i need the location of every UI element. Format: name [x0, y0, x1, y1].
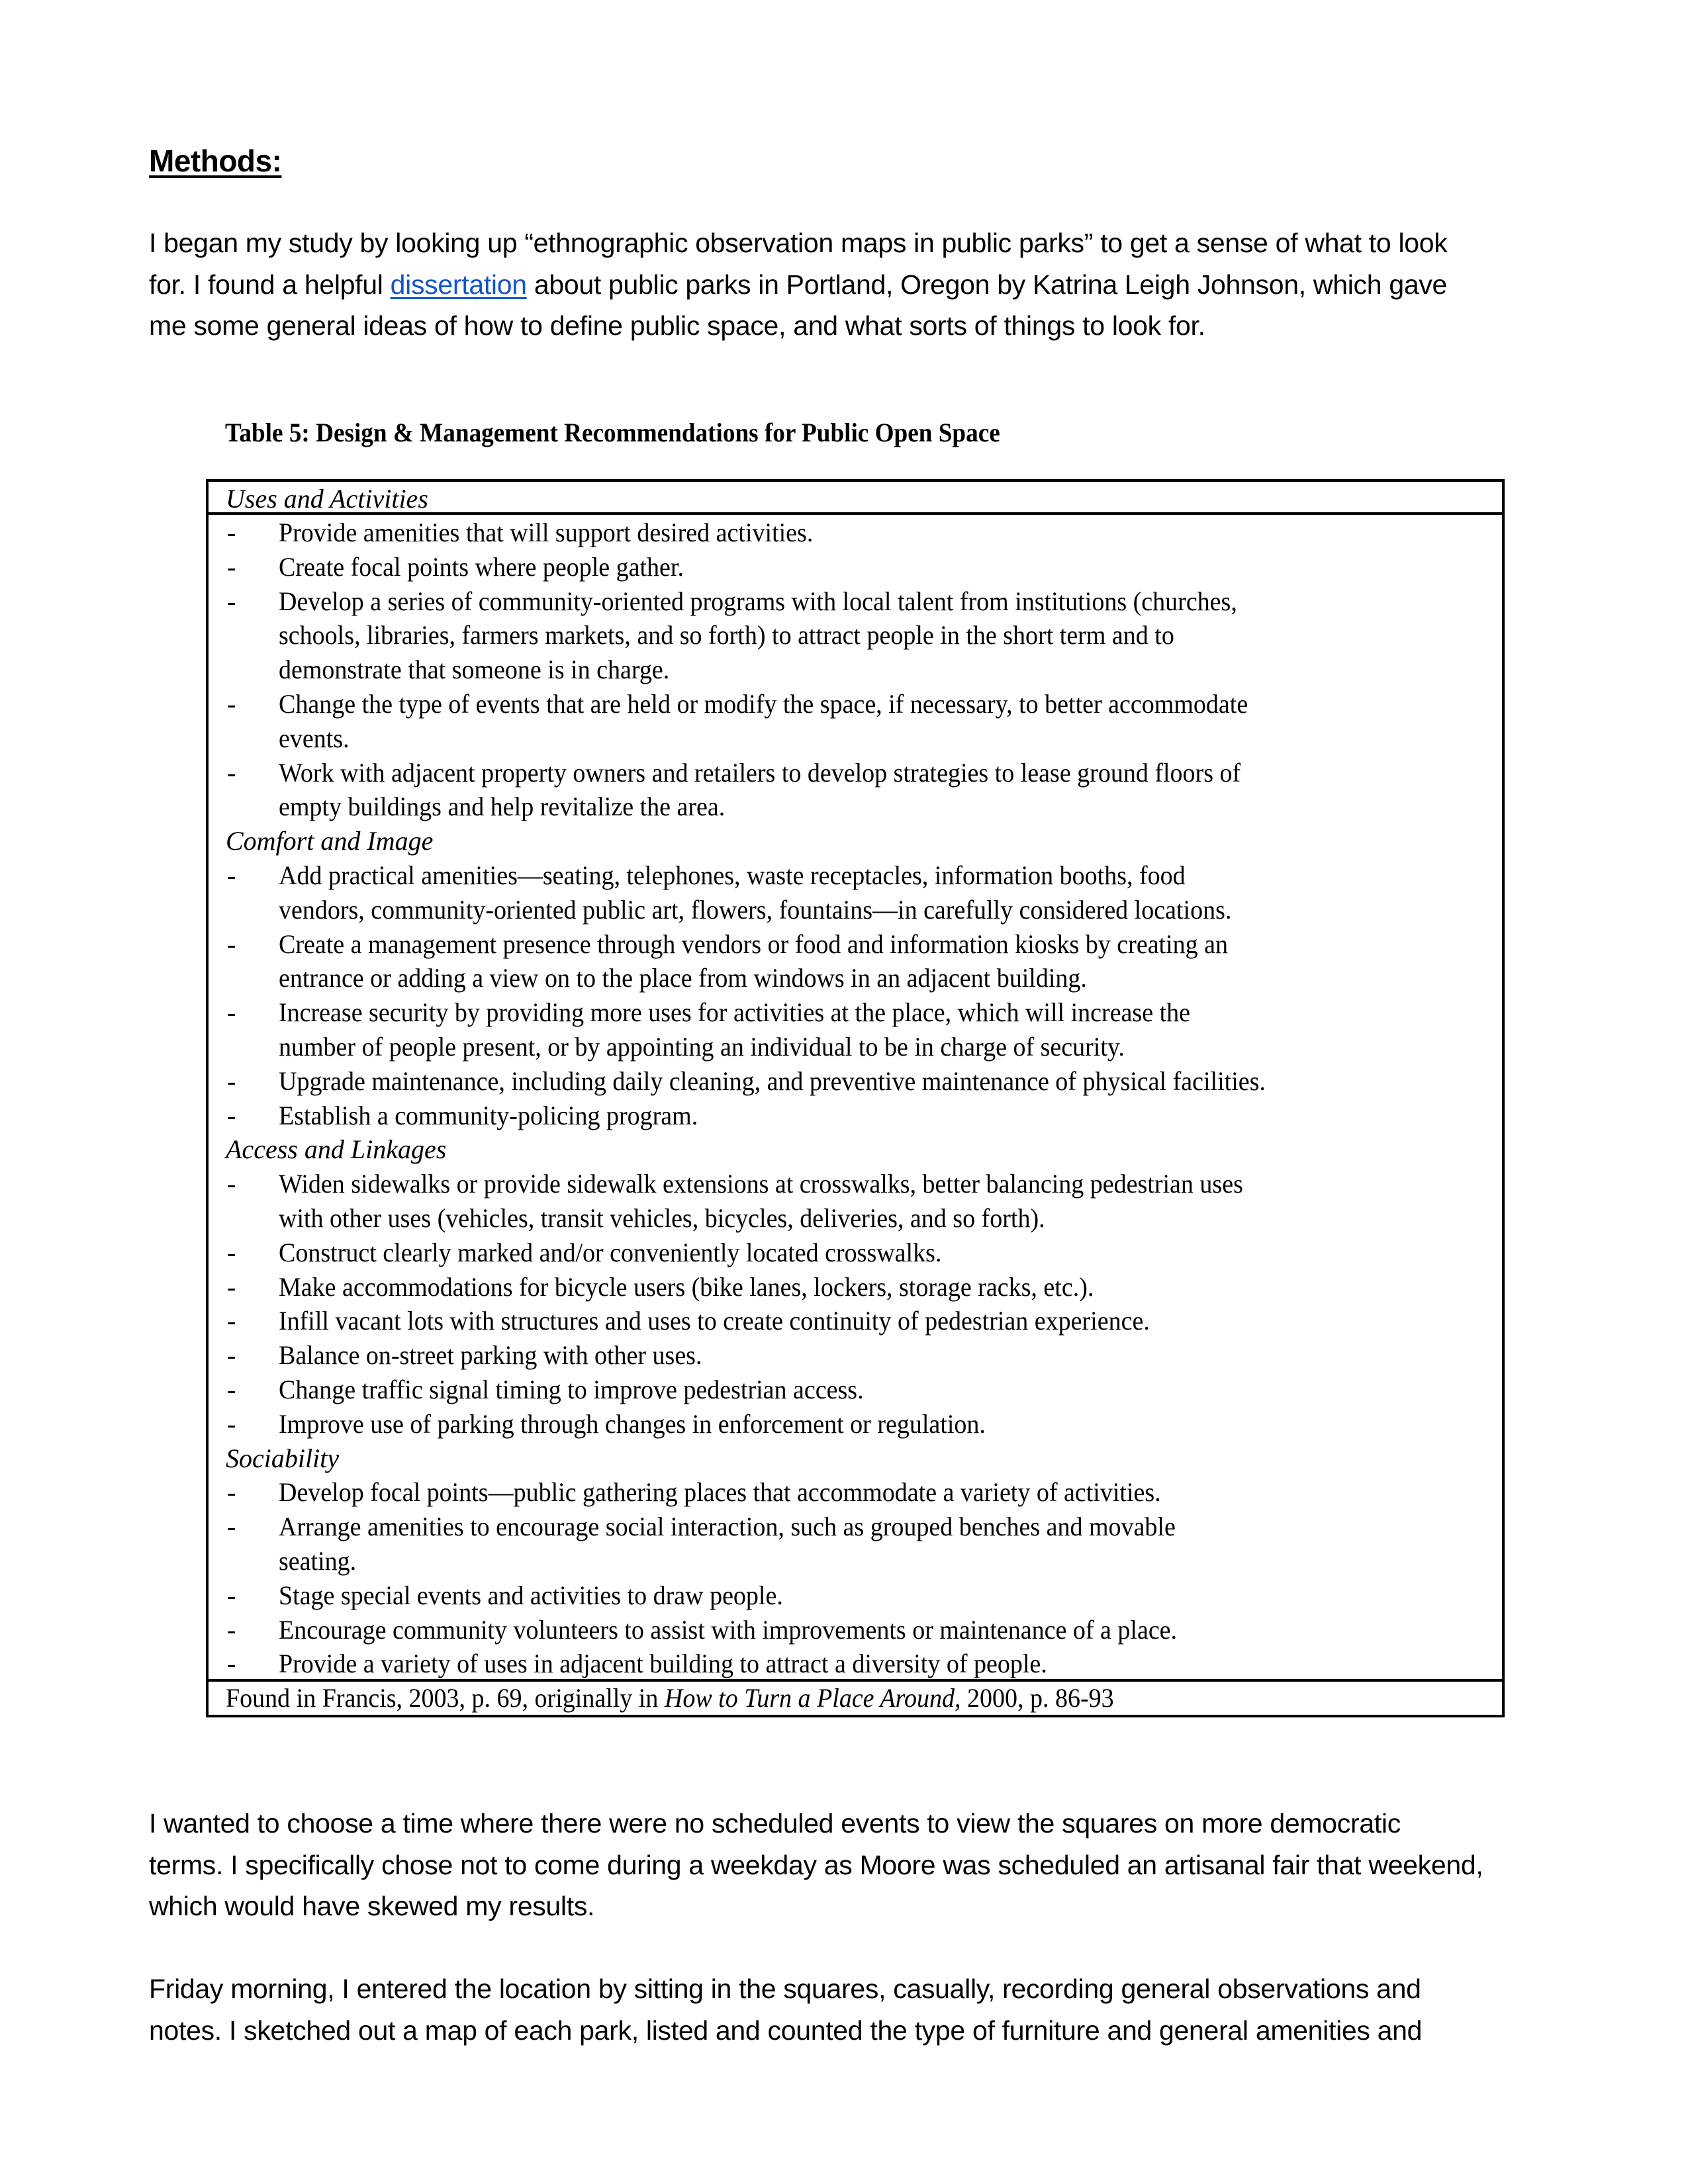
recommendation-text-line: vendors, community-oriented public art, flowers, fountains—in carefully considered locations. [279, 894, 1232, 925]
observation-paragraph [149, 1968, 1552, 2051]
recommendation-text-line: Infill vacant lots with structures and uses to create continuity of pedestrian experience. [279, 1306, 1150, 1336]
recommendation-text-line: empty buildings and help revitalize the area. [279, 792, 726, 822]
intro-line-3: me some general ideas of how to define public space, and what sorts of things to look for. [149, 310, 1205, 341]
para2-line-3: which would have skewed my results. [149, 1891, 595, 1921]
recommendation-text-line: Create a management presence through vendors or food and information kiosks by creating an [279, 929, 1229, 959]
scheduling-paragraph [149, 1803, 1552, 1927]
recommendation-text-line: Add practical amenities—seating, telephones, waste receptacles, information booths, food [279, 860, 1186, 890]
recommendation-item [209, 1064, 1502, 1099]
recommendation-text-line: demonstrate that someone is in charge. [279, 655, 670, 685]
bullet-dash-icon: - [227, 551, 236, 582]
bullet-dash-icon: - [227, 1580, 236, 1610]
bullet-dash-icon: - [227, 1614, 236, 1645]
para2-line-2: terms. I specifically chose not to come during a weekday as Moore was scheduled an artisanal fair that weekend, [149, 1849, 1483, 1880]
bullet-dash-icon: - [227, 1066, 236, 1096]
recommendation-text-line: schools, libraries, farmers markets, and so forth) to attract people in the short term and to [279, 620, 1174, 651]
recommendation-item [209, 1304, 1502, 1338]
recommendation-item [209, 516, 1502, 550]
recommendation-text-line: Change the type of events that are held or modify the space, if necessary, to better accommodate [279, 688, 1248, 719]
recommendation-item [209, 1407, 1502, 1441]
bullet-dash-icon: - [227, 518, 236, 547]
bullet-dash-icon: - [227, 586, 236, 616]
para3-line-2: notes. I sketched out a map of each park, listed and counted the type of furniture and general amenities and [149, 2015, 1423, 2046]
recommendation-text-line: seating. [279, 1545, 357, 1576]
recommendation-item [209, 756, 1502, 825]
bullet-dash-icon: - [227, 1340, 236, 1371]
recommendation-item [209, 1613, 1502, 1647]
recommendation-item [209, 584, 1502, 687]
bullet-dash-icon: - [227, 1649, 236, 1679]
recommendation-text-line: Change traffic signal timing to improve pedestrian access. [279, 1374, 864, 1404]
recommendation-item [209, 1510, 1502, 1578]
recommendation-text-line: Provide a variety of uses in adjacent building to attract a diversity of people. [279, 1649, 1047, 1679]
recommendation-text-line: Improve use of parking through changes in enforcement or regulation. [279, 1408, 986, 1439]
bullet-dash-icon: - [227, 1100, 236, 1130]
table-caption: Table 5: Design & Management Recommendations for Public Open Space [225, 418, 1000, 447]
recommendation-item [209, 1099, 1502, 1133]
bullet-dash-icon: - [227, 1512, 236, 1542]
intro-line-1: I began my study by looking up “ethnographic observation maps in public parks” to get a sense of what to look [149, 228, 1448, 258]
recommendation-item [209, 1647, 1502, 1681]
para2-line-1: I wanted to choose a time where there were no scheduled events to view the squares on more democratic [149, 1808, 1401, 1839]
recommendation-item [209, 1373, 1502, 1407]
bullet-dash-icon: - [227, 1271, 236, 1302]
recommendation-text-line: with other uses (vehicles, transit vehicles, bicycles, deliveries, and so forth). [279, 1203, 1045, 1233]
table-header-uses-and-activities: Uses and Activities [209, 482, 1502, 515]
recommendation-item [209, 1236, 1502, 1270]
intro-line-2: for. I found a helpful dissertation about public parks in Portland, Oregon by Katrina Leigh Johnson, which gave [149, 269, 1448, 300]
recommendation-text-line: Encourage community volunteers to assist with improvements or maintenance of a place. [279, 1614, 1178, 1645]
recommendation-text-line: Develop focal points—public gathering places that accommodate a variety of activities. [279, 1477, 1161, 1508]
recommendation-item [209, 687, 1502, 756]
recommendation-text-line: Stage special events and activities to draw people. [279, 1580, 783, 1610]
recommendation-item [209, 1338, 1502, 1373]
recommendation-item [209, 927, 1502, 996]
bullet-dash-icon: - [227, 1169, 236, 1199]
recommendation-item [209, 1270, 1502, 1304]
bullet-dash-icon: - [227, 1374, 236, 1404]
bullet-dash-icon: - [227, 1306, 236, 1336]
section-label-access-and-linkages: Access and Linkages [226, 1134, 447, 1165]
bullet-dash-icon: - [227, 1237, 236, 1267]
bullet-dash-icon: - [227, 688, 236, 719]
table-source-note: Found in Francis, 2003, p. 69, originally in How to Turn a Place Around, 2000, p. 86-93 [209, 1679, 1502, 1715]
bullet-dash-icon: - [227, 757, 236, 788]
bullet-dash-icon: - [227, 1408, 236, 1439]
recommendation-text-line: Provide amenities that will support desired activities. [279, 518, 814, 547]
recommendation-text-line: Arrange amenities to encourage social interaction, such as grouped benches and movable [279, 1512, 1176, 1542]
recommendation-text-line: Balance on-street parking with other uses. [279, 1340, 702, 1371]
recommendation-item [209, 550, 1502, 584]
recommendation-text-line: Upgrade maintenance, including daily cleaning, and preventive maintenance of physical facilities. [279, 1066, 1266, 1096]
bullet-dash-icon: - [227, 1477, 236, 1508]
section-label-comfort-and-image: Comfort and Image [226, 826, 434, 856]
section-heading-methods: Methods: [149, 144, 282, 178]
bullet-dash-icon: - [227, 860, 236, 890]
recommendation-text-line: Make accommodations for bicycle users (bike lanes, lockers, storage racks, etc.). [279, 1271, 1094, 1302]
section-label-sociability: Sociability [226, 1443, 340, 1473]
recommendation-text-line: entrance or adding a view on to the place from windows in an adjacent building. [279, 963, 1087, 993]
recommendation-text-line: Widen sidewalks or provide sidewalk extensions at crosswalks, better balancing pedestrian uses [279, 1169, 1243, 1199]
bullet-dash-icon: - [227, 929, 236, 959]
recommendation-item [209, 1167, 1502, 1236]
recommendation-item [209, 1578, 1502, 1613]
recommendation-item [209, 1475, 1502, 1510]
recommendation-text-line: Work with adjacent property owners and retailers to develop strategies to lease ground floors of [279, 757, 1241, 788]
recommendation-text-line: events. [279, 723, 350, 753]
recommendation-text-line: number of people present, or by appointing an individual to be in charge of security. [279, 1031, 1125, 1062]
recommendation-item [209, 995, 1502, 1064]
intro-paragraph [149, 222, 1552, 347]
dissertation-link[interactable]: dissertation [390, 269, 527, 300]
para3-line-1: Friday morning, I entered the location by sitting in the squares, casually, recording general observations and [149, 1974, 1421, 2004]
recommendation-text-line: Create focal points where people gather. [279, 551, 684, 582]
recommendation-item [209, 858, 1502, 927]
recommendation-text-line: Increase security by providing more uses for activities at the place, which will increase the [279, 997, 1191, 1028]
recommendation-text-line: Establish a community-policing program. [279, 1100, 698, 1130]
recommendation-text-line: Construct clearly marked and/or conveniently located crosswalks. [279, 1237, 942, 1267]
table-body [209, 515, 1502, 1679]
recommendation-text-line: Develop a series of community-oriented programs with local talent from institutions (churches, [279, 586, 1237, 616]
bullet-dash-icon: - [227, 997, 236, 1028]
book-title: How to Turn a Place Around, [664, 1683, 961, 1713]
recommendations-table [206, 479, 1505, 1717]
